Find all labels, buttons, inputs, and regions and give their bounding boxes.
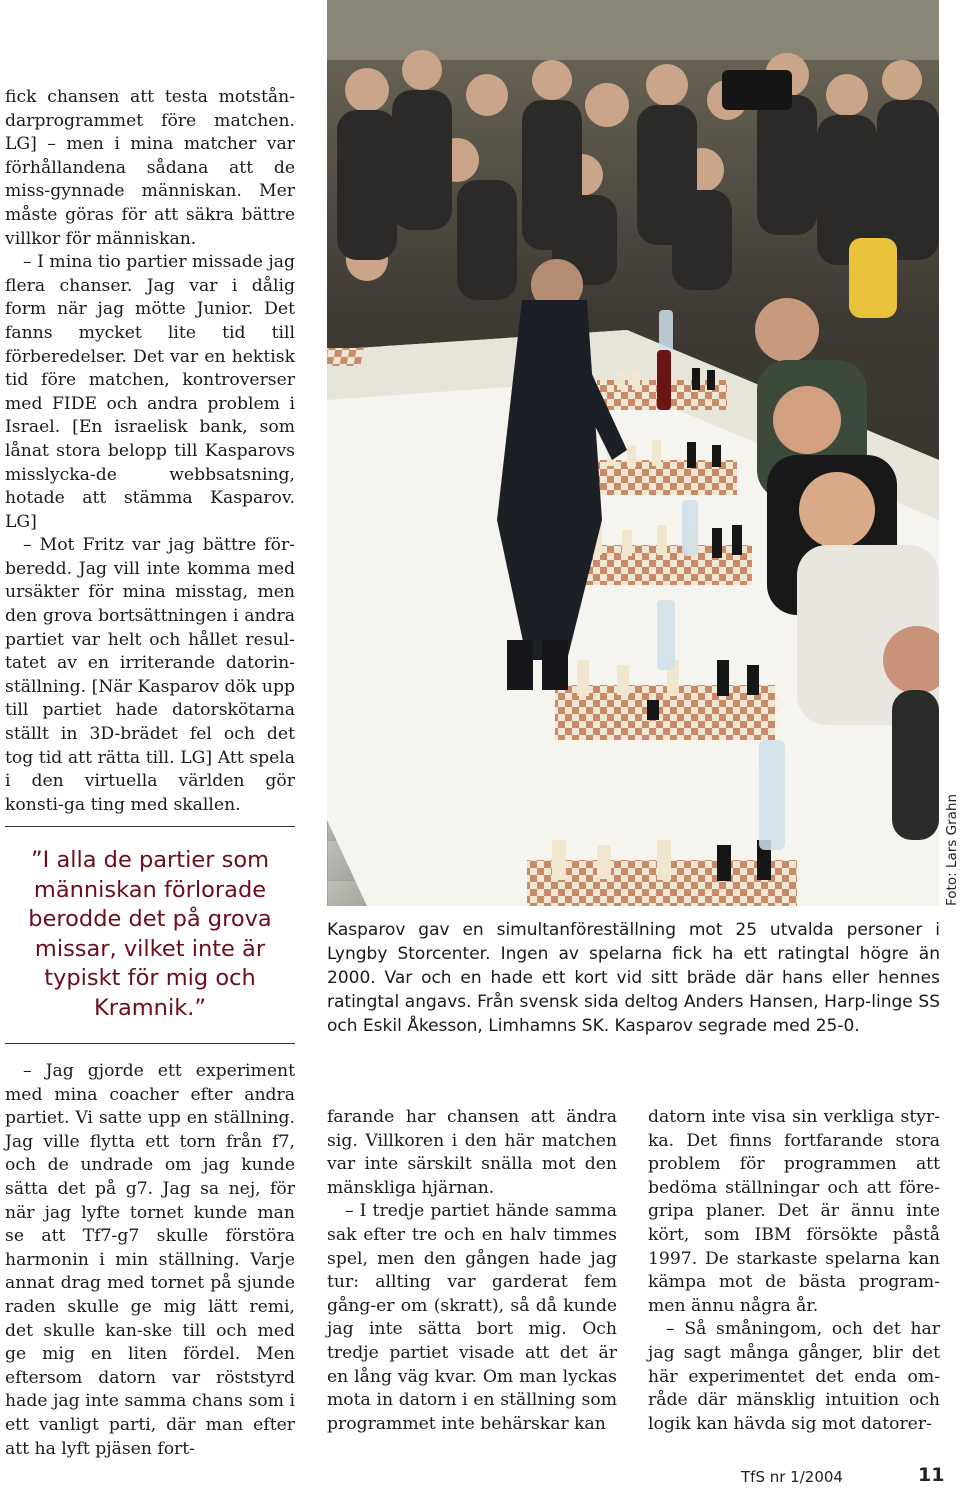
article-column-left-bottom (5, 1060, 295, 1461)
article-column-left-top (5, 86, 295, 817)
photo-caption: Kasparov gav en simultanföreställning mot 25 utvalda personer i Lyngby Storcenter. Ingen av spelarna fick ha ett ratingtal högre än 2000. Var och en hade ett kort vid sitt bräde där hans eller hennes ratingtal angavs. Från svensk sida deltog Anders Hansen, Harp-linge SS och Eskil Åkesson, Limhamns SK. Kasparov segrade med 25-0. (327, 920, 940, 1036)
article-paragraph: – I tredje partiet hände samma sak efter tre och en halv timmes spel, men den gången hade jag tur: allting var garderat fem gång-er om (skratt), så då kunde jag inte sätta bort mig. Och tredje partiet visade att det är en lång väg kvar. Om man lyckas mota in datorn i en ställning som programmet inte behärskar kan (327, 1201, 617, 1434)
pull-quote: ”I alla de partier som människan förlorade berodde det på grova missar, vilket inte är typiskt för mig och Kramnik.” (28, 847, 272, 1021)
article-paragraph: – Mot Fritz var jag bättre för-beredd. Jag vill inte komma med ursäkter för mina misstag, men den grova bortsättningen i andra partiet var helt och hållet resul-tatet av en irriterande datorin-ställning. [När Kasparov dök upp till partiet hade datorskötarna ställt in 3D-brädet fel och det tog tid att rätta till. LG] Att spela i den virtuella världen gör konsti-ga ting med skallen. (5, 535, 295, 815)
page-number: 11 (918, 1464, 945, 1486)
article-paragraph: – I mina tio partier missade jag flera chanser. Jag var i dålig form när jag mötte Junior. Det fanns mycket lite tid till förberedelser. Det var en hektisk tid före matchen, kontroverser med FIDE och andra problem i Israel. [En israelisk bank, som lånat stora belopp till Kasparovs misslycka-de webbsatsning, hotade att stämma Kasparov. LG] (5, 252, 295, 532)
article-paragraph: farande har chansen att ändra sig. Villkoren i den här matchen var inte särskilt snälla mot den mänskliga hjärnan. (327, 1107, 617, 1198)
article-column-right (648, 1106, 940, 1436)
simul-photo (327, 0, 939, 906)
article-paragraph: fick chansen att testa motstån-darprogrammet före matchen. LG] – men i mina matcher var förhållandena sådana att de miss-gynnade människan. Mer måste göras för att säkra bättre villkor för människan. (5, 87, 295, 249)
article-column-middle (327, 1106, 617, 1436)
photo-credit: Foto: Lars Grahn (944, 793, 960, 906)
article-paragraph: – Jag gjorde ett experiment med mina coacher efter andra partiet. Vi satte upp en ställning. Jag ville flytta ett torn från f7, och de undrade om jag kunde sätta det på g7. Jag sa nej, för när jag lyfte tornet kunde man se att Tf7-g7 skulle förstöra harmonin i min ställning. Varje annat drag med tornet på sjunde raden skulle ge mig lätt remi, det skulle kan-ske till och med ge mig en liten fördel. Men eftersom datorn var röststyrd hade jag inte samma chans som i ett vanligt parti, där man efter att ha lyft pjäsen fort- (5, 1061, 295, 1459)
publication-issue: TfS nr 1/2004 (741, 1468, 843, 1486)
article-paragraph: – Så småningom, och det har jag sagt många gånger, blir det här experimentet det enda om-råde där mänsklig intuition och logik kan hävda sig mot datorer- (648, 1319, 940, 1434)
pull-quote-top-rule (5, 826, 295, 827)
pull-quote-bottom-rule (5, 1043, 295, 1044)
article-paragraph: datorn inte visa sin verkliga styr-ka. Det finns fortfarande stora problem för programmen att bedöma ställningar och att före-gripa planer. Det är ännu inte kört, som IBM försökte påstå 1997. De starkaste spelarna kan kämpa mot de bästa program-men ännu några år. (648, 1107, 940, 1316)
